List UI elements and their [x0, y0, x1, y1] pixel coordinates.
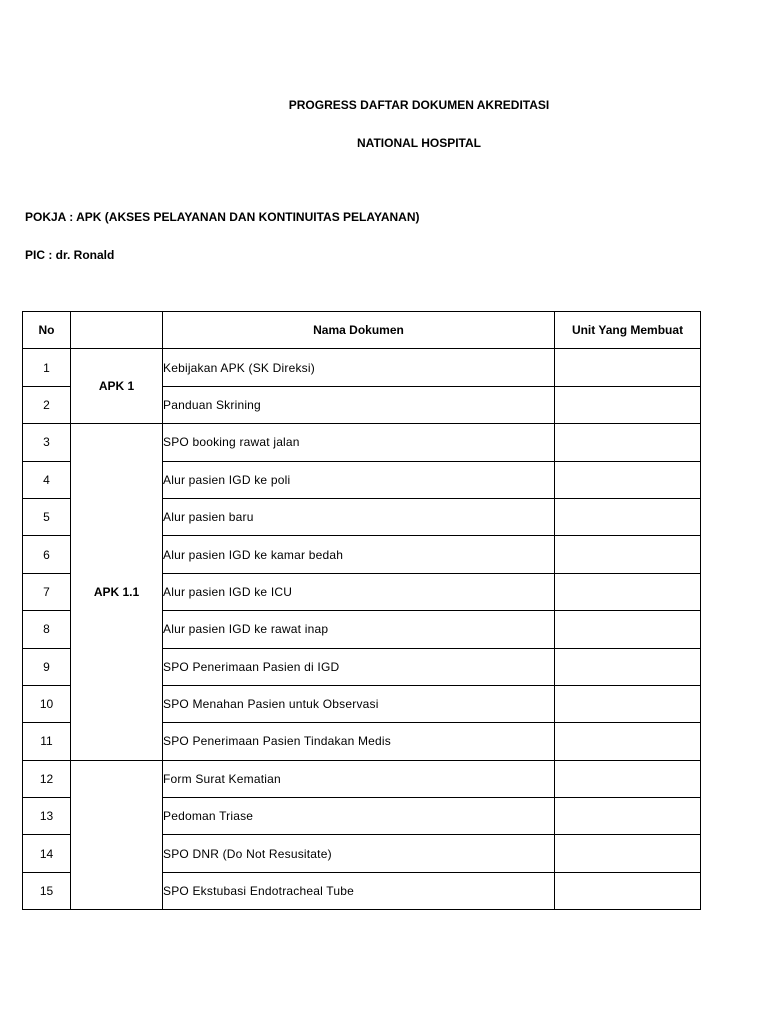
- unit-cell: [555, 685, 701, 722]
- unit-cell: [555, 424, 701, 461]
- document-name: Pedoman Triase: [163, 798, 555, 835]
- row-number: 2: [23, 386, 71, 423]
- unit-cell: [555, 461, 701, 498]
- column-header-no: No: [23, 312, 71, 349]
- document-name: SPO Menahan Pasien untuk Observasi: [163, 685, 555, 722]
- document-title: PROGRESS DAFTAR DOKUMEN AKREDITASI: [288, 98, 550, 112]
- row-number: 9: [23, 648, 71, 685]
- document-name: Alur pasien IGD ke rawat inap: [163, 611, 555, 648]
- unit-cell: [555, 536, 701, 573]
- row-number: 15: [23, 872, 71, 909]
- document-name: Form Surat Kematian: [163, 760, 555, 797]
- table-body: [23, 349, 701, 910]
- row-number: 3: [23, 424, 71, 461]
- pic-label: PIC : dr. Ronald: [25, 248, 115, 262]
- unit-cell: [555, 498, 701, 535]
- unit-cell: [555, 386, 701, 423]
- row-number: 14: [23, 835, 71, 872]
- table-row: [23, 424, 701, 461]
- row-number: 6: [23, 536, 71, 573]
- document-name: Alur pasien IGD ke ICU: [163, 573, 555, 610]
- column-header-unit: Unit Yang Membuat: [555, 312, 701, 349]
- column-header-group: [71, 312, 163, 349]
- group-label: APK 1: [71, 349, 163, 424]
- document-name: SPO Penerimaan Pasien Tindakan Medis: [163, 723, 555, 760]
- row-number: 4: [23, 461, 71, 498]
- document-name: SPO DNR (Do Not Resusitate): [163, 835, 555, 872]
- row-number: 12: [23, 760, 71, 797]
- document-name: Alur pasien IGD ke poli: [163, 461, 555, 498]
- unit-cell: [555, 760, 701, 797]
- group-label: [71, 760, 163, 910]
- group-label: APK 1.1: [71, 424, 163, 761]
- hospital-name: NATIONAL HOSPITAL: [357, 136, 481, 150]
- unit-cell: [555, 723, 701, 760]
- table-row: [23, 760, 701, 797]
- row-number: 11: [23, 723, 71, 760]
- unit-cell: [555, 872, 701, 909]
- document-table: [22, 311, 701, 910]
- unit-cell: [555, 835, 701, 872]
- table-header-row: [23, 312, 701, 349]
- row-number: 10: [23, 685, 71, 722]
- document-name: Kebijakan APK (SK Direksi): [163, 349, 555, 386]
- document-name: Panduan Skrining: [163, 386, 555, 423]
- row-number: 8: [23, 611, 71, 648]
- document-name: Alur pasien IGD ke kamar bedah: [163, 536, 555, 573]
- row-number: 7: [23, 573, 71, 610]
- column-header-name: Nama Dokumen: [163, 312, 555, 349]
- unit-cell: [555, 798, 701, 835]
- row-number: 1: [23, 349, 71, 386]
- document-name: Alur pasien baru: [163, 498, 555, 535]
- table-row: [23, 349, 701, 386]
- unit-cell: [555, 349, 701, 386]
- row-number: 13: [23, 798, 71, 835]
- unit-cell: [555, 648, 701, 685]
- unit-cell: [555, 611, 701, 648]
- unit-cell: [555, 573, 701, 610]
- document-name: SPO Penerimaan Pasien di IGD: [163, 648, 555, 685]
- document-name: SPO booking rawat jalan: [163, 424, 555, 461]
- pokja-label: POKJA : APK (AKSES PELAYANAN DAN KONTINUITAS PELAYANAN): [25, 210, 420, 224]
- row-number: 5: [23, 498, 71, 535]
- document-name: SPO Ekstubasi Endotracheal Tube: [163, 872, 555, 909]
